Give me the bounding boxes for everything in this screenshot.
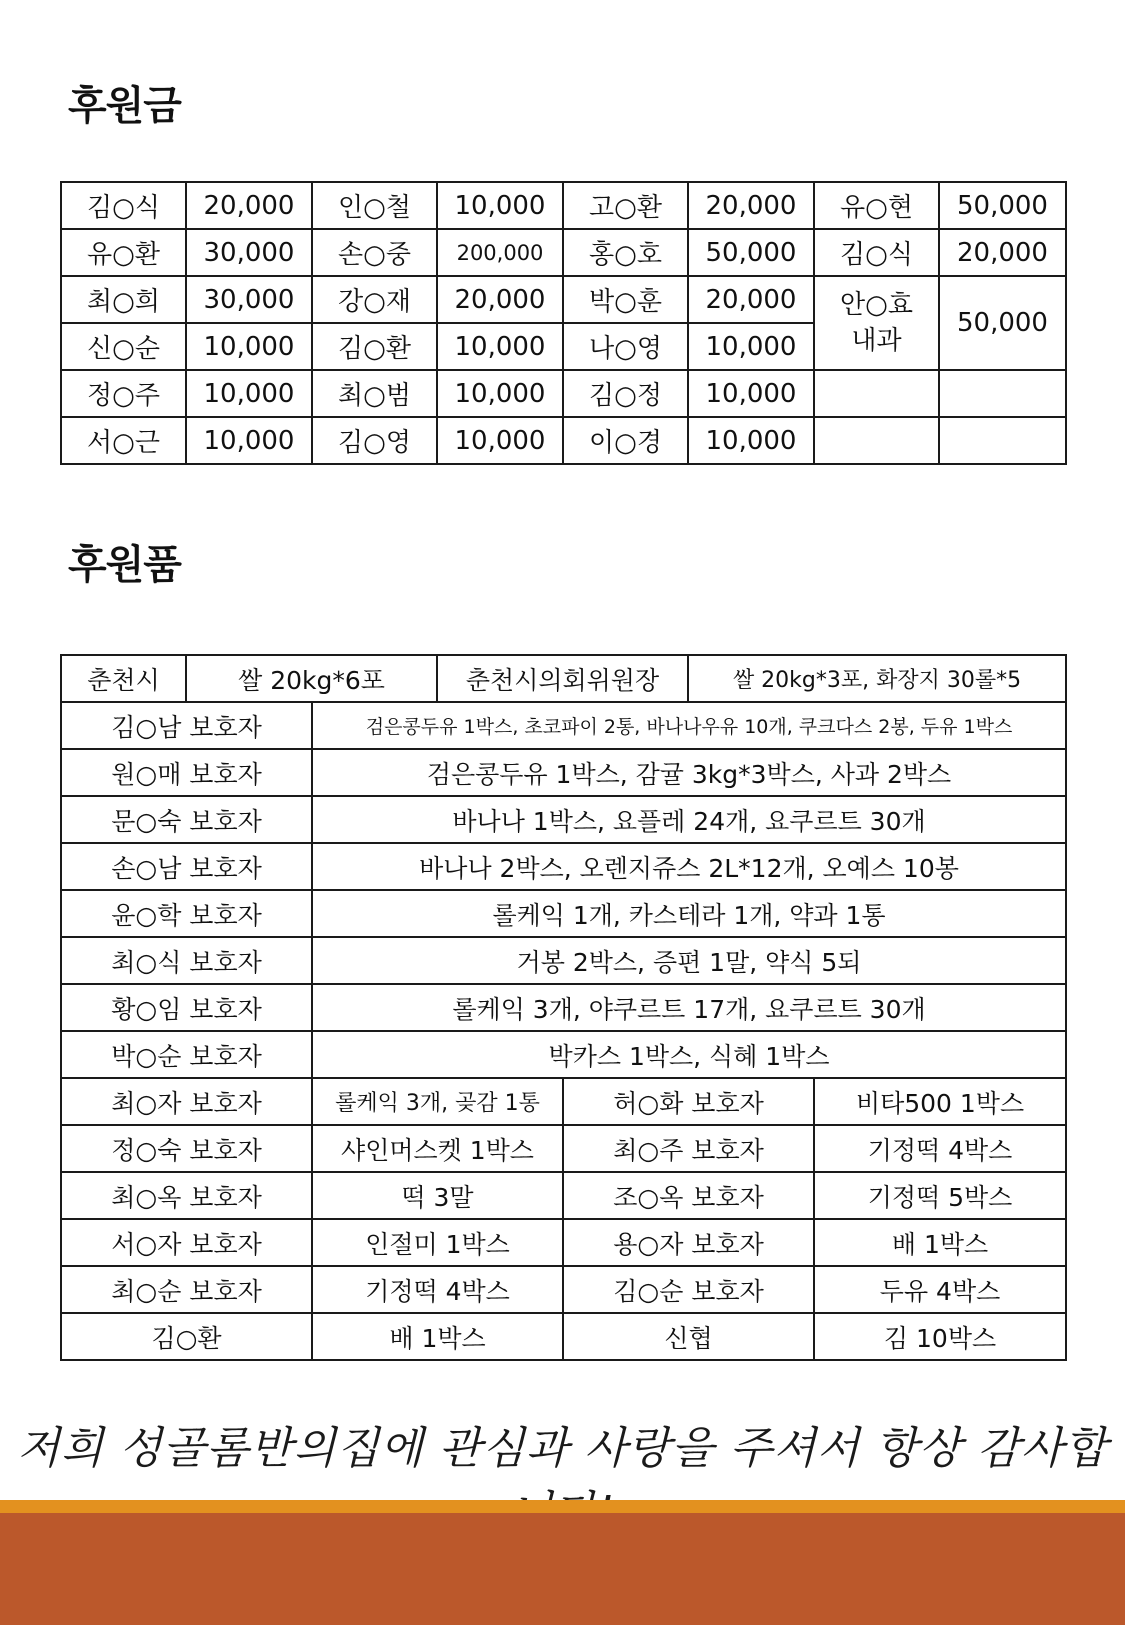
donation-goods-title: 후원품 <box>68 542 181 588</box>
footer-stripe <box>0 1500 1125 1513</box>
table-row <box>61 1313 1066 1360</box>
donor-name: 문○숙 보호자 <box>61 796 312 843</box>
table-row <box>61 796 1066 843</box>
donor-name: 김○정 <box>563 370 688 417</box>
donor-name: 최○범 <box>312 370 437 417</box>
donor-name: 김○식 <box>814 229 939 276</box>
donated-items: 쌀 20kg*6포 <box>186 655 437 702</box>
donor-name: 손○남 보호자 <box>61 843 312 890</box>
merged-donor-label: 안○효 내과 <box>840 290 913 356</box>
donor-name: 김○환 <box>312 323 437 370</box>
thank-you-message: 저희 성골롬반의집에 관심과 사랑을 주셔서 항상 감사합 <box>17 1423 1108 1474</box>
donor-name: 김○환 <box>61 1313 312 1360</box>
donated-items: 김 10박스 <box>814 1313 1066 1360</box>
donor-name: 황○임 보호자 <box>61 984 312 1031</box>
donor-name-merged <box>814 276 939 370</box>
donor-name: 최○순 보호자 <box>61 1266 312 1313</box>
table-row <box>61 276 1066 323</box>
table-row <box>61 229 1066 276</box>
donor-name: 고○환 <box>563 182 688 229</box>
table-row <box>61 749 1066 796</box>
table-row <box>61 937 1066 984</box>
donated-items: 비타500 1박스 <box>814 1078 1066 1125</box>
donor-name: 최○주 보호자 <box>563 1125 814 1172</box>
donor-name: 최○옥 보호자 <box>61 1172 312 1219</box>
donated-items: 기정떡 5박스 <box>814 1172 1066 1219</box>
donation-amount: 30,000 <box>186 229 312 276</box>
donation-amount: 50,000 <box>939 182 1066 229</box>
donor-name: 손○중 <box>312 229 437 276</box>
donor-name: 유○현 <box>814 182 939 229</box>
table-row <box>61 655 1066 702</box>
donated-items: 샤인머스켓 1박스 <box>312 1125 563 1172</box>
table-row <box>61 1125 1066 1172</box>
donor-name: 김○남 보호자 <box>61 702 312 749</box>
donated-items: 롤케익 3개, 곶감 1통 <box>312 1078 563 1125</box>
donated-items: 배 1박스 <box>312 1313 563 1360</box>
donated-items: 롤케익 1개, 카스테라 1개, 약과 1통 <box>312 890 1066 937</box>
donation-amount: 20,000 <box>688 182 814 229</box>
donor-name: 서○근 <box>61 417 186 464</box>
donated-items: 배 1박스 <box>814 1219 1066 1266</box>
donated-items: 인절미 1박스 <box>312 1219 563 1266</box>
donation-amount: 10,000 <box>437 182 563 229</box>
table-row <box>61 182 1066 229</box>
donor-name: 박○순 보호자 <box>61 1031 312 1078</box>
table-row <box>61 702 1066 749</box>
donated-items: 바나나 1박스, 요플레 24개, 요쿠르트 30개 <box>312 796 1066 843</box>
table-row <box>61 843 1066 890</box>
donor-name: 인○철 <box>312 182 437 229</box>
donation-amount: 20,000 <box>437 276 563 323</box>
table-row <box>61 1219 1066 1266</box>
footer-band <box>0 1513 1125 1625</box>
table-row <box>61 1078 1066 1125</box>
table-row <box>61 890 1066 937</box>
donor-name: 신협 <box>563 1313 814 1360</box>
donor-name: 김○순 보호자 <box>563 1266 814 1313</box>
donation-amount: 20,000 <box>688 276 814 323</box>
donated-items: 검은콩두유 1박스, 감귤 3kg*3박스, 사과 2박스 <box>312 749 1066 796</box>
donor-name: 용○자 보호자 <box>563 1219 814 1266</box>
donation-amount: 10,000 <box>186 417 312 464</box>
table-row <box>61 1031 1066 1078</box>
donor-name: 허○화 보호자 <box>563 1078 814 1125</box>
donor-name: 서○자 보호자 <box>61 1219 312 1266</box>
donor-name: 유○환 <box>61 229 186 276</box>
donated-items: 기정떡 4박스 <box>312 1266 563 1313</box>
donated-items: 박카스 1박스, 식혜 1박스 <box>312 1031 1066 1078</box>
table-row <box>61 1172 1066 1219</box>
donor-name: 조○옥 보호자 <box>563 1172 814 1219</box>
empty-cell <box>939 417 1066 464</box>
empty-cell <box>939 370 1066 417</box>
table-row <box>61 1266 1066 1313</box>
donor-name: 원○매 보호자 <box>61 749 312 796</box>
donor-name: 나○영 <box>563 323 688 370</box>
donor-name: 김○식 <box>61 182 186 229</box>
donation-goods-table <box>60 654 1067 1361</box>
donor-name: 이○경 <box>563 417 688 464</box>
donor-name: 최○희 <box>61 276 186 323</box>
donor-name: 김○영 <box>312 417 437 464</box>
donation-amount: 10,000 <box>688 417 814 464</box>
donor-name: 정○주 <box>61 370 186 417</box>
donated-items: 거봉 2박스, 증편 1말, 약식 5되 <box>312 937 1066 984</box>
donation-money-title: 후원금 <box>68 83 181 129</box>
donation-amount: 10,000 <box>688 370 814 417</box>
empty-cell <box>814 370 939 417</box>
donation-money-table <box>60 181 1067 465</box>
donated-items: 롤케익 3개, 야쿠르트 17개, 요쿠르트 30개 <box>312 984 1066 1031</box>
donor-name: 최○식 보호자 <box>61 937 312 984</box>
donation-amount: 10,000 <box>186 370 312 417</box>
table-row <box>61 370 1066 417</box>
donation-amount: 10,000 <box>186 323 312 370</box>
donor-name: 정○숙 보호자 <box>61 1125 312 1172</box>
donated-items: 기정떡 4박스 <box>814 1125 1066 1172</box>
donation-amount: 50,000 <box>688 229 814 276</box>
donation-amount: 30,000 <box>186 276 312 323</box>
donated-items: 두유 4박스 <box>814 1266 1066 1313</box>
donation-amount: 10,000 <box>437 323 563 370</box>
donated-items: 떡 3말 <box>312 1172 563 1219</box>
donation-amount-merged: 50,000 <box>939 276 1066 370</box>
donation-amount: 10,000 <box>437 417 563 464</box>
donor-name: 춘천시의회위원장 <box>437 655 688 702</box>
table-row <box>61 984 1066 1031</box>
donation-amount: 10,000 <box>688 323 814 370</box>
donor-name: 윤○학 보호자 <box>61 890 312 937</box>
donated-items: 검은콩두유 1박스, 초코파이 2통, 바나나우유 10개, 쿠크다스 2봉, 두유 1박스 <box>312 702 1066 749</box>
donation-amount: 200,000 <box>437 229 563 276</box>
donation-amount: 20,000 <box>186 182 312 229</box>
table-row <box>61 417 1066 464</box>
donor-name: 박○훈 <box>563 276 688 323</box>
donor-name: 홍○호 <box>563 229 688 276</box>
donor-name: 최○자 보호자 <box>61 1078 312 1125</box>
empty-cell <box>814 417 939 464</box>
donor-name: 강○재 <box>312 276 437 323</box>
donor-name: 춘천시 <box>61 655 186 702</box>
donation-amount: 20,000 <box>939 229 1066 276</box>
donated-items: 바나나 2박스, 오렌지쥬스 2L*12개, 오예스 10봉 <box>312 843 1066 890</box>
donor-name: 신○순 <box>61 323 186 370</box>
donation-amount: 10,000 <box>437 370 563 417</box>
donated-items: 쌀 20kg*3포, 화장지 30롤*5 <box>688 655 1066 702</box>
